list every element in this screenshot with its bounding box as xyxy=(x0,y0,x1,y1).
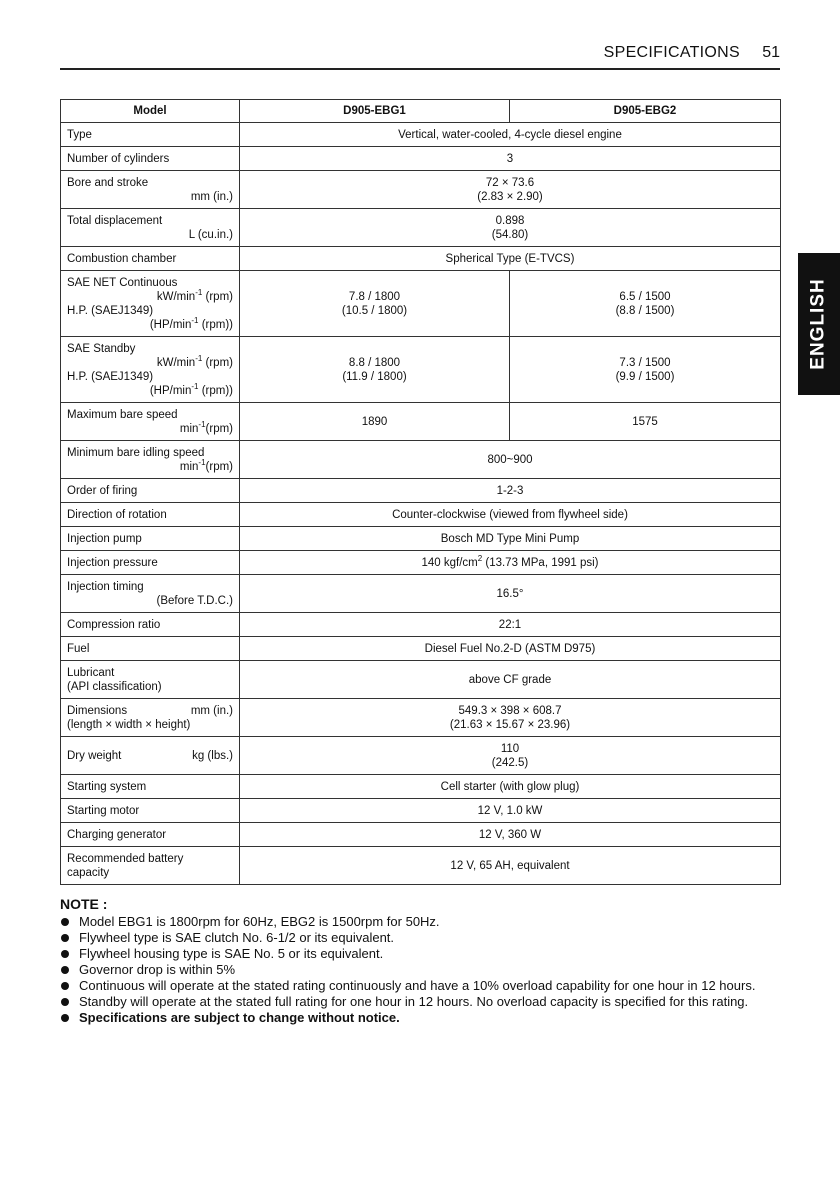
header-ebg1: D905-EBG1 xyxy=(240,100,510,123)
row-unit: $\min^{-1}(rpm)$ xyxy=(179,419,233,435)
row-sublabel: (length × width × height) xyxy=(67,718,191,731)
row-value: 3 xyxy=(240,147,781,171)
note-item: Flywheel housing type is SAE No. 5 or its equivalent. xyxy=(60,946,780,962)
note-item: Standby will operate at the stated full rating for one hour in 12 hours. No overload capacity is specified for this rating. xyxy=(60,994,780,1010)
table-row-firing xyxy=(61,479,781,503)
table-row-combustion xyxy=(61,247,781,271)
row-unit: mm (in.) xyxy=(190,190,233,203)
page-header xyxy=(60,40,780,70)
row-label-cell xyxy=(61,171,240,209)
row-label: Injection pump xyxy=(61,527,240,551)
table-row-displacement xyxy=(61,209,781,247)
row-label: SAE NET Continuous xyxy=(67,276,178,289)
row-value-metric: 110 xyxy=(500,742,520,755)
row-label-cell xyxy=(61,441,240,479)
row-label-cell xyxy=(61,699,240,737)
row-value-ebg2: 7.3 / 1500 (9.9 / 1500) xyxy=(510,337,781,403)
row-label: Order of firing xyxy=(61,479,240,503)
row-label: Combustion chamber xyxy=(61,247,240,271)
row-label: Maximum bare speed xyxy=(67,408,178,421)
row-label: Fuel xyxy=(61,637,240,661)
notes-list xyxy=(60,914,780,1026)
bullet-icon xyxy=(61,950,69,958)
language-tab-label: ENGLISH xyxy=(808,278,830,370)
row-value-cell xyxy=(240,737,781,775)
row-unit: mm (in.) xyxy=(190,704,233,717)
row-value-ebg2: 1575 xyxy=(510,403,781,441)
page-number: 51 xyxy=(762,44,780,61)
row-value: Bosch MD Type Mini Pump xyxy=(240,527,781,551)
table-row-rotation xyxy=(61,503,781,527)
row-label: Starting system xyxy=(61,775,240,799)
row-label-cell xyxy=(61,337,240,403)
bullet-icon xyxy=(61,1014,69,1022)
specifications-table xyxy=(60,99,781,885)
row-value: 140 kgf/$cm^2$ (13.73 MPa, 1991 psi) xyxy=(240,551,781,575)
bullet-icon xyxy=(61,966,69,974)
table-row-starting-system xyxy=(61,775,781,799)
row-sublabel: (API classification) xyxy=(67,680,162,693)
row-label-hp: H.P. (SAEJ1349) xyxy=(67,304,154,317)
row-value: 22:1 xyxy=(240,613,781,637)
bullet-icon xyxy=(61,998,69,1006)
row-unit: L (cu.in.) xyxy=(188,228,233,241)
bullet-icon xyxy=(61,934,69,942)
row-unit-hp: ($HP/\min^{-1}$ (rpm)) xyxy=(149,315,233,331)
row-label: Total displacement xyxy=(67,214,163,227)
row-label: Recommended battery xyxy=(67,852,184,865)
row-label: Bore and stroke xyxy=(67,176,149,189)
notes-section xyxy=(60,896,780,1026)
table-header-row xyxy=(61,100,781,123)
table-row-sae-standby xyxy=(61,337,781,403)
row-label: Compression ratio xyxy=(61,613,240,637)
row-label: Direction of rotation xyxy=(61,503,240,527)
note-item: Model EBG1 is 1800rpm for 60Hz, EBG2 is 1500rpm for 50Hz. xyxy=(60,914,780,930)
row-value: above CF grade xyxy=(240,661,781,699)
row-label: Type xyxy=(61,123,240,147)
row-sublabel: capacity xyxy=(67,866,110,879)
row-label: Injection timing xyxy=(67,580,144,593)
row-value-cell xyxy=(240,171,781,209)
table-row-lubricant xyxy=(61,661,781,699)
table-row-injection-timing xyxy=(61,575,781,613)
note-item: Governor drop is within 5% xyxy=(60,962,780,978)
row-value: Vertical, water-cooled, 4-cycle diesel engine xyxy=(240,123,781,147)
row-unit: (Before T.D.C.) xyxy=(156,594,233,607)
row-unit: kg (lbs.) xyxy=(192,749,233,762)
row-label: Number of cylinders xyxy=(61,147,240,171)
table-row-type xyxy=(61,123,781,147)
table-row-charging xyxy=(61,823,781,847)
row-value-imperial: (54.80) xyxy=(491,228,529,241)
row-label: Lubricant xyxy=(67,666,115,679)
row-label: Minimum bare idling speed xyxy=(67,446,205,459)
table-row-injection-pump xyxy=(61,527,781,551)
table-row-sae-net xyxy=(61,271,781,337)
row-value: 12 V, 360 W xyxy=(240,823,781,847)
row-label: Injection pressure xyxy=(61,551,240,575)
row-value-ebg1: 1890 xyxy=(240,403,510,441)
table-row-min-idle xyxy=(61,441,781,479)
row-label-cell xyxy=(61,209,240,247)
note-item: Flywheel type is SAE clutch No. 6-1/2 or its equivalent. xyxy=(60,930,780,946)
row-value: 1-2-3 xyxy=(240,479,781,503)
row-label-cell xyxy=(61,575,240,613)
row-value-cell xyxy=(240,209,781,247)
row-value: Counter-clockwise (viewed from flywheel side) xyxy=(240,503,781,527)
row-label: Charging generator xyxy=(61,823,240,847)
row-value-ebg2: 6.5 / 1500 (8.8 / 1500) xyxy=(510,271,781,337)
table-row-starting-motor xyxy=(61,799,781,823)
row-value-imperial: (21.63 × 15.67 × 23.96) xyxy=(449,718,571,731)
row-label: Dimensions xyxy=(67,704,128,717)
row-label: SAE Standby xyxy=(67,342,136,355)
row-unit-kw: $kW/\min^{-1}$ (rpm) xyxy=(156,353,233,369)
table-row-cylinders xyxy=(61,147,781,171)
bullet-icon xyxy=(61,918,69,926)
row-value-metric: 72 × 73.6 xyxy=(485,176,535,189)
row-unit-kw: $kW/\min^{-1}$ (rpm) xyxy=(156,287,233,303)
row-value: 12 V, 65 AH, equivalent xyxy=(240,847,781,885)
row-value-imperial: (242.5) xyxy=(491,756,529,769)
row-value-ebg1: 8.8 / 1800 (11.9 / 1800) xyxy=(240,337,510,403)
row-label-cell xyxy=(61,403,240,441)
row-label: Starting motor xyxy=(61,799,240,823)
table-row-bore-stroke xyxy=(61,171,781,209)
row-value-imperial: (2.83 × 2.90) xyxy=(477,190,543,203)
row-value: Diesel Fuel No.2-D (ASTM D975) xyxy=(240,637,781,661)
row-value: Spherical Type (E-TVCS) xyxy=(240,247,781,271)
row-value: 800~900 xyxy=(240,441,781,479)
notes-title: NOTE : xyxy=(60,896,108,912)
row-label-cell xyxy=(61,737,240,775)
row-unit: $\min^{-1}(rpm)$ xyxy=(179,457,233,473)
note-item: Continuous will operate at the stated rating continuously and have a 10% overload capability for one hour in 12 hours. xyxy=(60,978,780,994)
table-row-compression xyxy=(61,613,781,637)
row-value-ebg1: 7.8 / 1800 (10.5 / 1800) xyxy=(240,271,510,337)
row-label: Dry weight xyxy=(67,749,122,762)
header-model: Model xyxy=(61,100,240,123)
row-value: Cell starter (with glow plug) xyxy=(240,775,781,799)
table-row-battery xyxy=(61,847,781,885)
bullet-icon xyxy=(61,982,69,990)
header-ebg2: D905-EBG2 xyxy=(510,100,781,123)
table-row-max-speed xyxy=(61,403,781,441)
row-label-cell xyxy=(61,661,240,699)
row-value: 12 V, 1.0 kW xyxy=(240,799,781,823)
row-value-cell xyxy=(240,699,781,737)
row-unit-hp: ($HP/\min^{-1}$ (rpm)) xyxy=(149,381,233,397)
row-label-cell xyxy=(61,847,240,885)
row-value: 16.5° xyxy=(240,575,781,613)
table-row-dry-weight xyxy=(61,737,781,775)
page-title: SPECIFICATIONS xyxy=(603,44,740,61)
row-value-metric: 549.3 × 398 × 608.7 xyxy=(458,704,562,717)
note-item: Specifications are subject to change without notice. xyxy=(60,1010,780,1026)
table-row-injection-pressure xyxy=(61,551,781,575)
row-label-cell xyxy=(61,271,240,337)
table-row-fuel xyxy=(61,637,781,661)
language-tab xyxy=(798,253,840,395)
table-row-dimensions xyxy=(61,699,781,737)
row-value-metric: 0.898 xyxy=(495,214,525,227)
row-label-hp: H.P. (SAEJ1349) xyxy=(67,370,154,383)
